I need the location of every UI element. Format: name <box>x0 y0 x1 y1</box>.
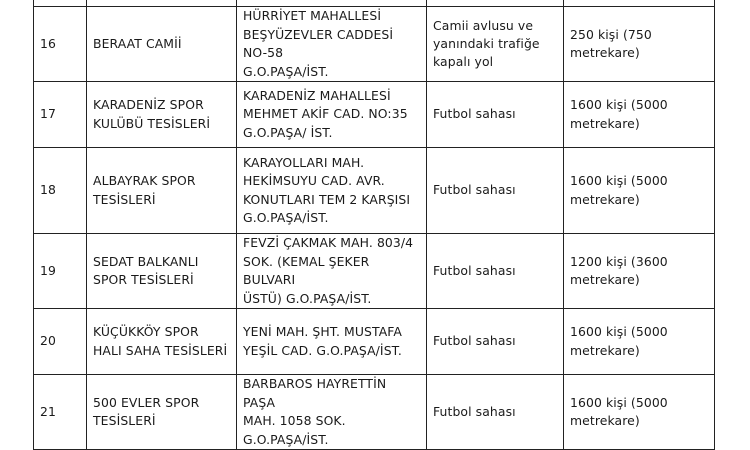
assembly-areas-table <box>33 0 715 450</box>
address: BARBAROS HAYRETTİN PAŞA MAH. 1058 SOK. G.O.PAŞA/İST. <box>243 376 387 447</box>
area-type: Futbol sahası <box>433 333 516 349</box>
address-cell <box>237 234 427 309</box>
address: KARAYOLLARI MAH. HEKİMSUYU CAD. AVR. KONUTLARI TEM 2 KARŞISI G.O.PAŞA/İST. <box>243 154 411 225</box>
capacity-cell <box>564 82 715 148</box>
table-row <box>34 375 715 450</box>
table-row <box>34 309 715 375</box>
row-number-cell <box>34 309 87 375</box>
area-type-cell <box>427 375 564 450</box>
site-name: SEDAT BALKANLI SPOR TESİSLERİ <box>93 253 199 287</box>
table-row <box>34 148 715 234</box>
address: FEVZİ ÇAKMAK MAH. 803/4 SOK. (KEMAL ŞEKER BULVARI ÜSTÜ) G.O.PAŞA/İST. <box>243 235 414 306</box>
site-name: KÜÇÜKKÖY SPOR HALI SAHA TESİSLERİ <box>93 324 228 358</box>
area-type-cell <box>427 7 564 82</box>
capacity: 1600 kişi (5000 metrekare) <box>570 324 668 358</box>
row-number: 18 <box>40 182 56 198</box>
capacity-cell <box>564 309 715 375</box>
capacity: 1600 kişi (5000 metrekare) <box>570 173 668 207</box>
row-number: 16 <box>40 35 56 51</box>
address-cell <box>237 82 427 148</box>
area-type: Futbol sahası <box>433 262 516 278</box>
site-name: KARADENİZ SPOR KULÜBÜ TESİSLERİ <box>93 97 211 131</box>
address-cell <box>237 309 427 375</box>
address: HÜRRİYET MAHALLESİ BEŞYÜZEVLER CADDESİ NO-58 G.O.PAŞA/İST. <box>243 8 394 79</box>
site-name-cell <box>87 234 237 309</box>
area-type-cell <box>427 82 564 148</box>
capacity: 250 kişi (750 metrekare) <box>570 26 652 60</box>
area-type: Futbol sahası <box>433 106 516 122</box>
site-name-cell <box>87 309 237 375</box>
site-name: ALBAYRAK SPOR TESİSLERİ <box>93 173 196 207</box>
site-name-cell <box>87 375 237 450</box>
area-type-cell <box>427 309 564 375</box>
address-cell <box>237 148 427 234</box>
row-number-cell <box>34 7 87 82</box>
address: YENİ MAH. ŞHT. MUSTAFA YEŞİL CAD. G.O.PAŞA/İST. <box>243 324 402 358</box>
capacity: 1600 kişi (5000 metrekare) <box>570 394 668 428</box>
area-type-cell <box>427 234 564 309</box>
table-row <box>34 82 715 148</box>
area-type: Futbol sahası <box>433 403 516 419</box>
row-number-cell <box>34 234 87 309</box>
row-number-cell <box>34 82 87 148</box>
area-type-cell <box>427 148 564 234</box>
table-row <box>34 7 715 82</box>
site-name-cell <box>87 7 237 82</box>
capacity: 1600 kişi (5000 metrekare) <box>570 97 668 131</box>
site-name-cell <box>87 148 237 234</box>
site-name: BERAAT CAMİİ <box>93 35 182 51</box>
row-number-cell <box>34 375 87 450</box>
capacity-cell <box>564 234 715 309</box>
area-type: Futbol sahası <box>433 182 516 198</box>
address-cell <box>237 375 427 450</box>
row-number: 21 <box>40 403 56 419</box>
address-cell <box>237 7 427 82</box>
capacity-cell <box>564 148 715 234</box>
row-number: 20 <box>40 333 56 349</box>
row-number-cell <box>34 148 87 234</box>
address: KARADENİZ MAHALLESİ MEHMET AKİF CAD. NO:35 G.O.PAŞA/ İST. <box>243 87 408 140</box>
capacity: 1200 kişi (3600 metrekare) <box>570 253 668 287</box>
row-number: 19 <box>40 262 56 278</box>
area-type: Camii avlusu ve yanındaki trafiğe kapalı yol <box>433 18 540 69</box>
table-row <box>34 234 715 309</box>
capacity-cell <box>564 7 715 82</box>
row-number: 17 <box>40 106 56 122</box>
site-name: 500 EVLER SPOR TESİSLERİ <box>93 394 200 428</box>
site-name-cell <box>87 82 237 148</box>
capacity-cell <box>564 375 715 450</box>
